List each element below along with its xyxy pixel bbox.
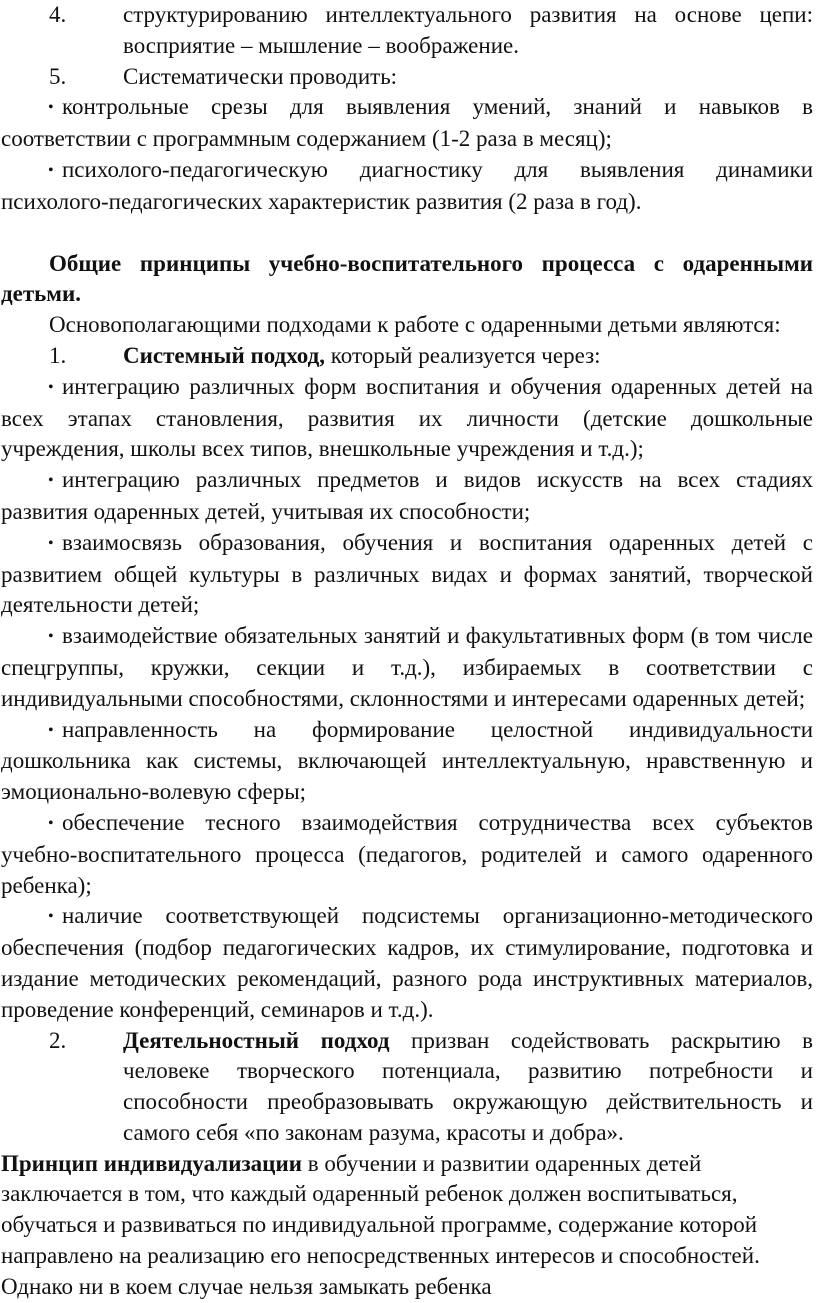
bullet-item: • интеграцию различных предметов и видов искусств на всех стадиях развития одаренных детей, учитывая их способности; <box>1 467 813 524</box>
list-number: 5. <box>49 63 67 89</box>
spacer <box>1 218 813 249</box>
bullet-item: • психолого-педагогическую диагностику для выявления динамики психолого-педагогических характеристик развития (2 раза в год). <box>1 156 813 214</box>
principle-title: Принцип индивидуализации <box>1 1150 302 1176</box>
list-item-5 <box>1 62 813 93</box>
list-number: 2. <box>49 1027 67 1053</box>
bullet-item: • направленность на формирование целостной индивидуальности дошкольника как системы, включающей интеллектуальную, нравственную и эмоционально-волевую сферы; <box>1 716 813 805</box>
list-item-4 <box>1 0 813 62</box>
bullet-item: • контрольные срезы для выявления умений, знаний и навыков в соответствии с программным содержанием (1-2 раза в месяц); <box>1 94 813 152</box>
bullet-icon: • <box>48 161 54 179</box>
bullet-item: • интеграцию различных форм воспитания и обучения одаренных детей на всех этапах становления, развития их личности (детские дошкольные учреждения, школы всех типов, внешкольные учреждения и т.д.); <box>1 373 813 462</box>
bullet-icon: • <box>48 814 54 832</box>
bullet-icon: • <box>48 908 54 926</box>
bullet-item: • взаимодействие обязательных занятий и факультативных форм (в том числе спецгруппы, кружки, секции и т.д.), избираемых в соответствии с индивидуальными способностями, склонностями и интересами одаренных детей; <box>1 623 813 711</box>
bullet-icon: • <box>48 721 54 739</box>
bullet-icon: • <box>48 534 54 552</box>
bullet-item: • взаимосвязь образования, обучения и воспитания одаренных детей с развитием общей культуры в различных видах и формах занятий, творческой деятельности детей; <box>1 529 813 618</box>
list-text: структурированию интеллектуального развития на основе цепи: восприятие – мышление – воображение. <box>123 2 813 58</box>
section-heading: Общие принципы учебно-воспитательного процесса с одаренными детьми. <box>1 250 813 307</box>
bullet-icon: • <box>48 628 54 646</box>
bullet-item: • обеспечение тесного взаимодействия сотрудничества всех субъектов учебно-воспитательного процесса (педагогов, родителей и самого одаренного ребенка); <box>1 809 813 898</box>
list-number: 4. <box>49 2 67 27</box>
bullet-icon: • <box>48 378 54 396</box>
bullet-icon: • <box>48 99 54 117</box>
approach-title: Системный подход, <box>123 342 326 368</box>
approach-1: 1. Системный подход, который реализуется через: <box>1 341 813 372</box>
approach-title: Деятельностный подход <box>123 1027 390 1053</box>
bullet-item: • наличие соответствующей подсистемы организационно-методического обеспечения (подбор педагогических кадров, их стимулирование, подготовка и издание методических рекомендаций, разного рода инструктивных материалов, проведение конференций, семинаров и т.д.). <box>1 903 813 1022</box>
bullet-icon: • <box>48 472 54 490</box>
principle-paragraph: Принцип индивидуализации в обучении и развитии одаренных детей заключается в том, что каждый одаренный ребенок должен воспитываться, обучаться и развиваться по индивидуальной программе, содержание которой направлено на реализацию его непосредственных интересов и способностей. Однако ни в коем случае нельзя замыкать ребенка <box>1 1150 760 1299</box>
intro-paragraph: Основополагающими подходами к работе с одаренными детьми являются: <box>49 312 781 338</box>
list-text: Систематически проводить: <box>123 63 398 89</box>
approach-2: 2. Деятельностный подход призван содействовать раскрытию в человеке творческого потенциала, развитию потребности и способности преобразовывать окружающую действительность и самого себя «по законам разума, красоты и добра». <box>1 1026 813 1149</box>
list-number: 1. <box>49 342 67 368</box>
